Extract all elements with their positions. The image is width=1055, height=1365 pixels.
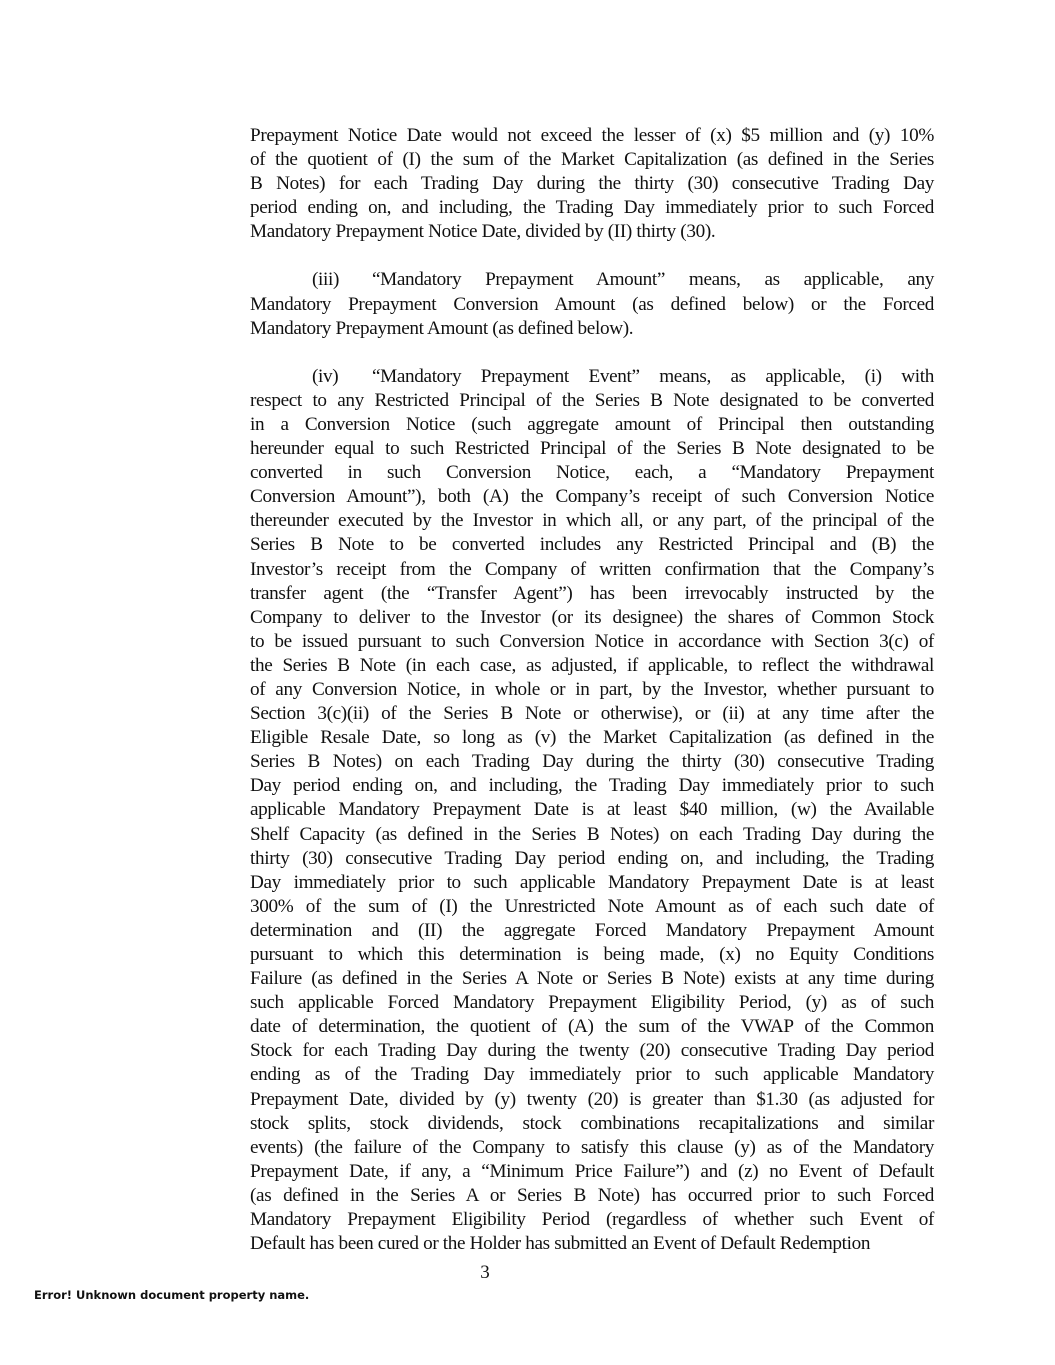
text-line: stock splits, stock dividends, stock combinations recapitalizations and similar — [250, 1112, 934, 1134]
text-line: transfer agent (the “Transfer Agent”) has been irrevocably instructed by the — [250, 582, 934, 604]
document-body — [250, 124, 934, 1280]
text-line: (as defined in the Series A or Series B Note) has occurred prior to such Forced — [250, 1184, 934, 1206]
text-line: Eligible Resale Date, so long as (v) the Market Capitalization (as defined in the — [250, 727, 934, 749]
text-line: pursuant to which this determination is being made, (x) no Equity Conditions — [250, 944, 934, 965]
text-line: period ending on, and including, the Trading Day immediately prior to such Forced — [250, 197, 934, 219]
text-line: ending as of the Trading Day immediately prior to such applicable Mandatory — [250, 1064, 934, 1086]
text-line: Prepayment Date, divided by (y) twenty (20) is greater than $1.30 (as adjusted for — [250, 1088, 934, 1110]
text-line: thereunder executed by the Investor in which all, or any part, of the principal of the — [250, 510, 934, 532]
text-line: such applicable Forced Mandatory Prepayment Eligibility Period, (y) as of such — [250, 992, 934, 1014]
text-line: Stock for each Trading Day during the twenty (20) consecutive Trading Day period — [250, 1040, 934, 1062]
text-line: Conversion Amount”), both (A) the Company’s receipt of such Conversion Notice — [250, 486, 934, 508]
text-line: the Series B Note (in each case, as adjusted, if applicable, to reflect the withdrawal — [250, 654, 934, 676]
text-line: Series B Notes) on each Trading Day during the thirty (30) consecutive Trading — [250, 751, 934, 773]
section-number: (iii) — [312, 269, 340, 291]
text-line: date of determination, the quotient of (A) the sum of the VWAP of the Common — [250, 1016, 934, 1038]
text-line: Mandatory Prepayment Amount (as defined below). — [250, 317, 634, 339]
text-line: events) (the failure of the Company to satisfy this clause (y) as of the Mandatory — [250, 1136, 934, 1158]
text-line: of any Conversion Notice, in whole or in part, by the Investor, whether pursuant to — [250, 678, 934, 700]
text-line: Mandatory Prepayment Conversion Amount (as defined below) or the Forced — [250, 293, 934, 315]
text-line: thirty (30) consecutive Trading Day period ending on, and including, the Trading — [250, 847, 934, 869]
line-text: “Mandatory Prepayment Event” means, as applicable, (i) with — [372, 365, 934, 387]
text-line: determination and (II) the aggregate Forced Mandatory Prepayment Amount — [250, 919, 934, 941]
line-text: “Mandatory Prepayment Amount” means, as applicable, any — [372, 269, 934, 291]
text-line: Mandatory Prepayment Notice Date, divided by (II) thirty (30). — [250, 221, 716, 243]
text-line: Prepayment Date, if any, a “Minimum Price Failure”) and (z) no Event of Default — [250, 1160, 934, 1182]
text-line: to be issued pursuant to such Conversion Notice in accordance with Section 3(c) of — [250, 630, 934, 652]
text-line: Default has been cured or the Holder has submitted an Event of Default Redemption — [250, 1233, 871, 1255]
text-line: Day immediately prior to such applicable Mandatory Prepayment Date is at least — [250, 871, 934, 893]
text-line: in a Conversion Notice (such aggregate amount of Principal then outstanding — [250, 413, 934, 435]
paragraph-continuation — [250, 124, 934, 244]
text-line — [250, 268, 934, 292]
text-line: Company to deliver to the Investor (or its designee) the shares of Common Stock — [250, 606, 934, 628]
text-line: of the quotient of (I) the sum of the Market Capitalization (as defined in the Series — [250, 149, 934, 171]
section-number: (iv) — [312, 365, 339, 387]
text-line: converted in such Conversion Notice, each, a “Mandatory Prepayment — [250, 462, 934, 484]
text-line: Failure (as defined in the Series A Note or Series B Note) exists at any time during — [250, 968, 934, 990]
paragraph-iv — [250, 365, 934, 1256]
text-line: 300% of the sum of (I) the Unrestricted Note Amount as of each such date of — [250, 895, 934, 917]
text-line: hereunder equal to such Restricted Principal of the Series B Note designated to be — [250, 438, 934, 460]
paragraph-iii — [250, 268, 934, 340]
text-line: Shelf Capacity (as defined in the Series B Notes) on each Trading Day during the — [250, 823, 934, 845]
text-line: B Notes) for each Trading Day during the thirty (30) consecutive Trading Day — [250, 173, 934, 195]
text-line: Series B Note to be converted includes any Restricted Principal and (B) the — [250, 534, 934, 556]
text-line — [250, 365, 934, 389]
text-line: Prepayment Notice Date would not exceed the lesser of (x) $5 million and (y) 10% — [250, 125, 934, 146]
text-line: Section 3(c)(ii) of the Series B Note or otherwise), or (ii) at any time after the — [250, 703, 934, 725]
text-line: Day period ending on, and including, the Trading Day immediately prior to such — [250, 775, 934, 797]
footer-error-field: Error! Unknown document property name. — [34, 1288, 310, 1302]
text-line: Investor’s receipt from the Company of written confirmation that the Company’s — [250, 558, 934, 580]
text-line: applicable Mandatory Prepayment Date is at least $40 million, (w) the Available — [250, 799, 934, 821]
text-line: Mandatory Prepayment Eligibility Period (regardless of whether such Event of — [250, 1209, 934, 1231]
text-line: respect to any Restricted Principal of the Series B Note designated to be converted — [250, 389, 934, 411]
page-number: 3 — [480, 1262, 490, 1283]
